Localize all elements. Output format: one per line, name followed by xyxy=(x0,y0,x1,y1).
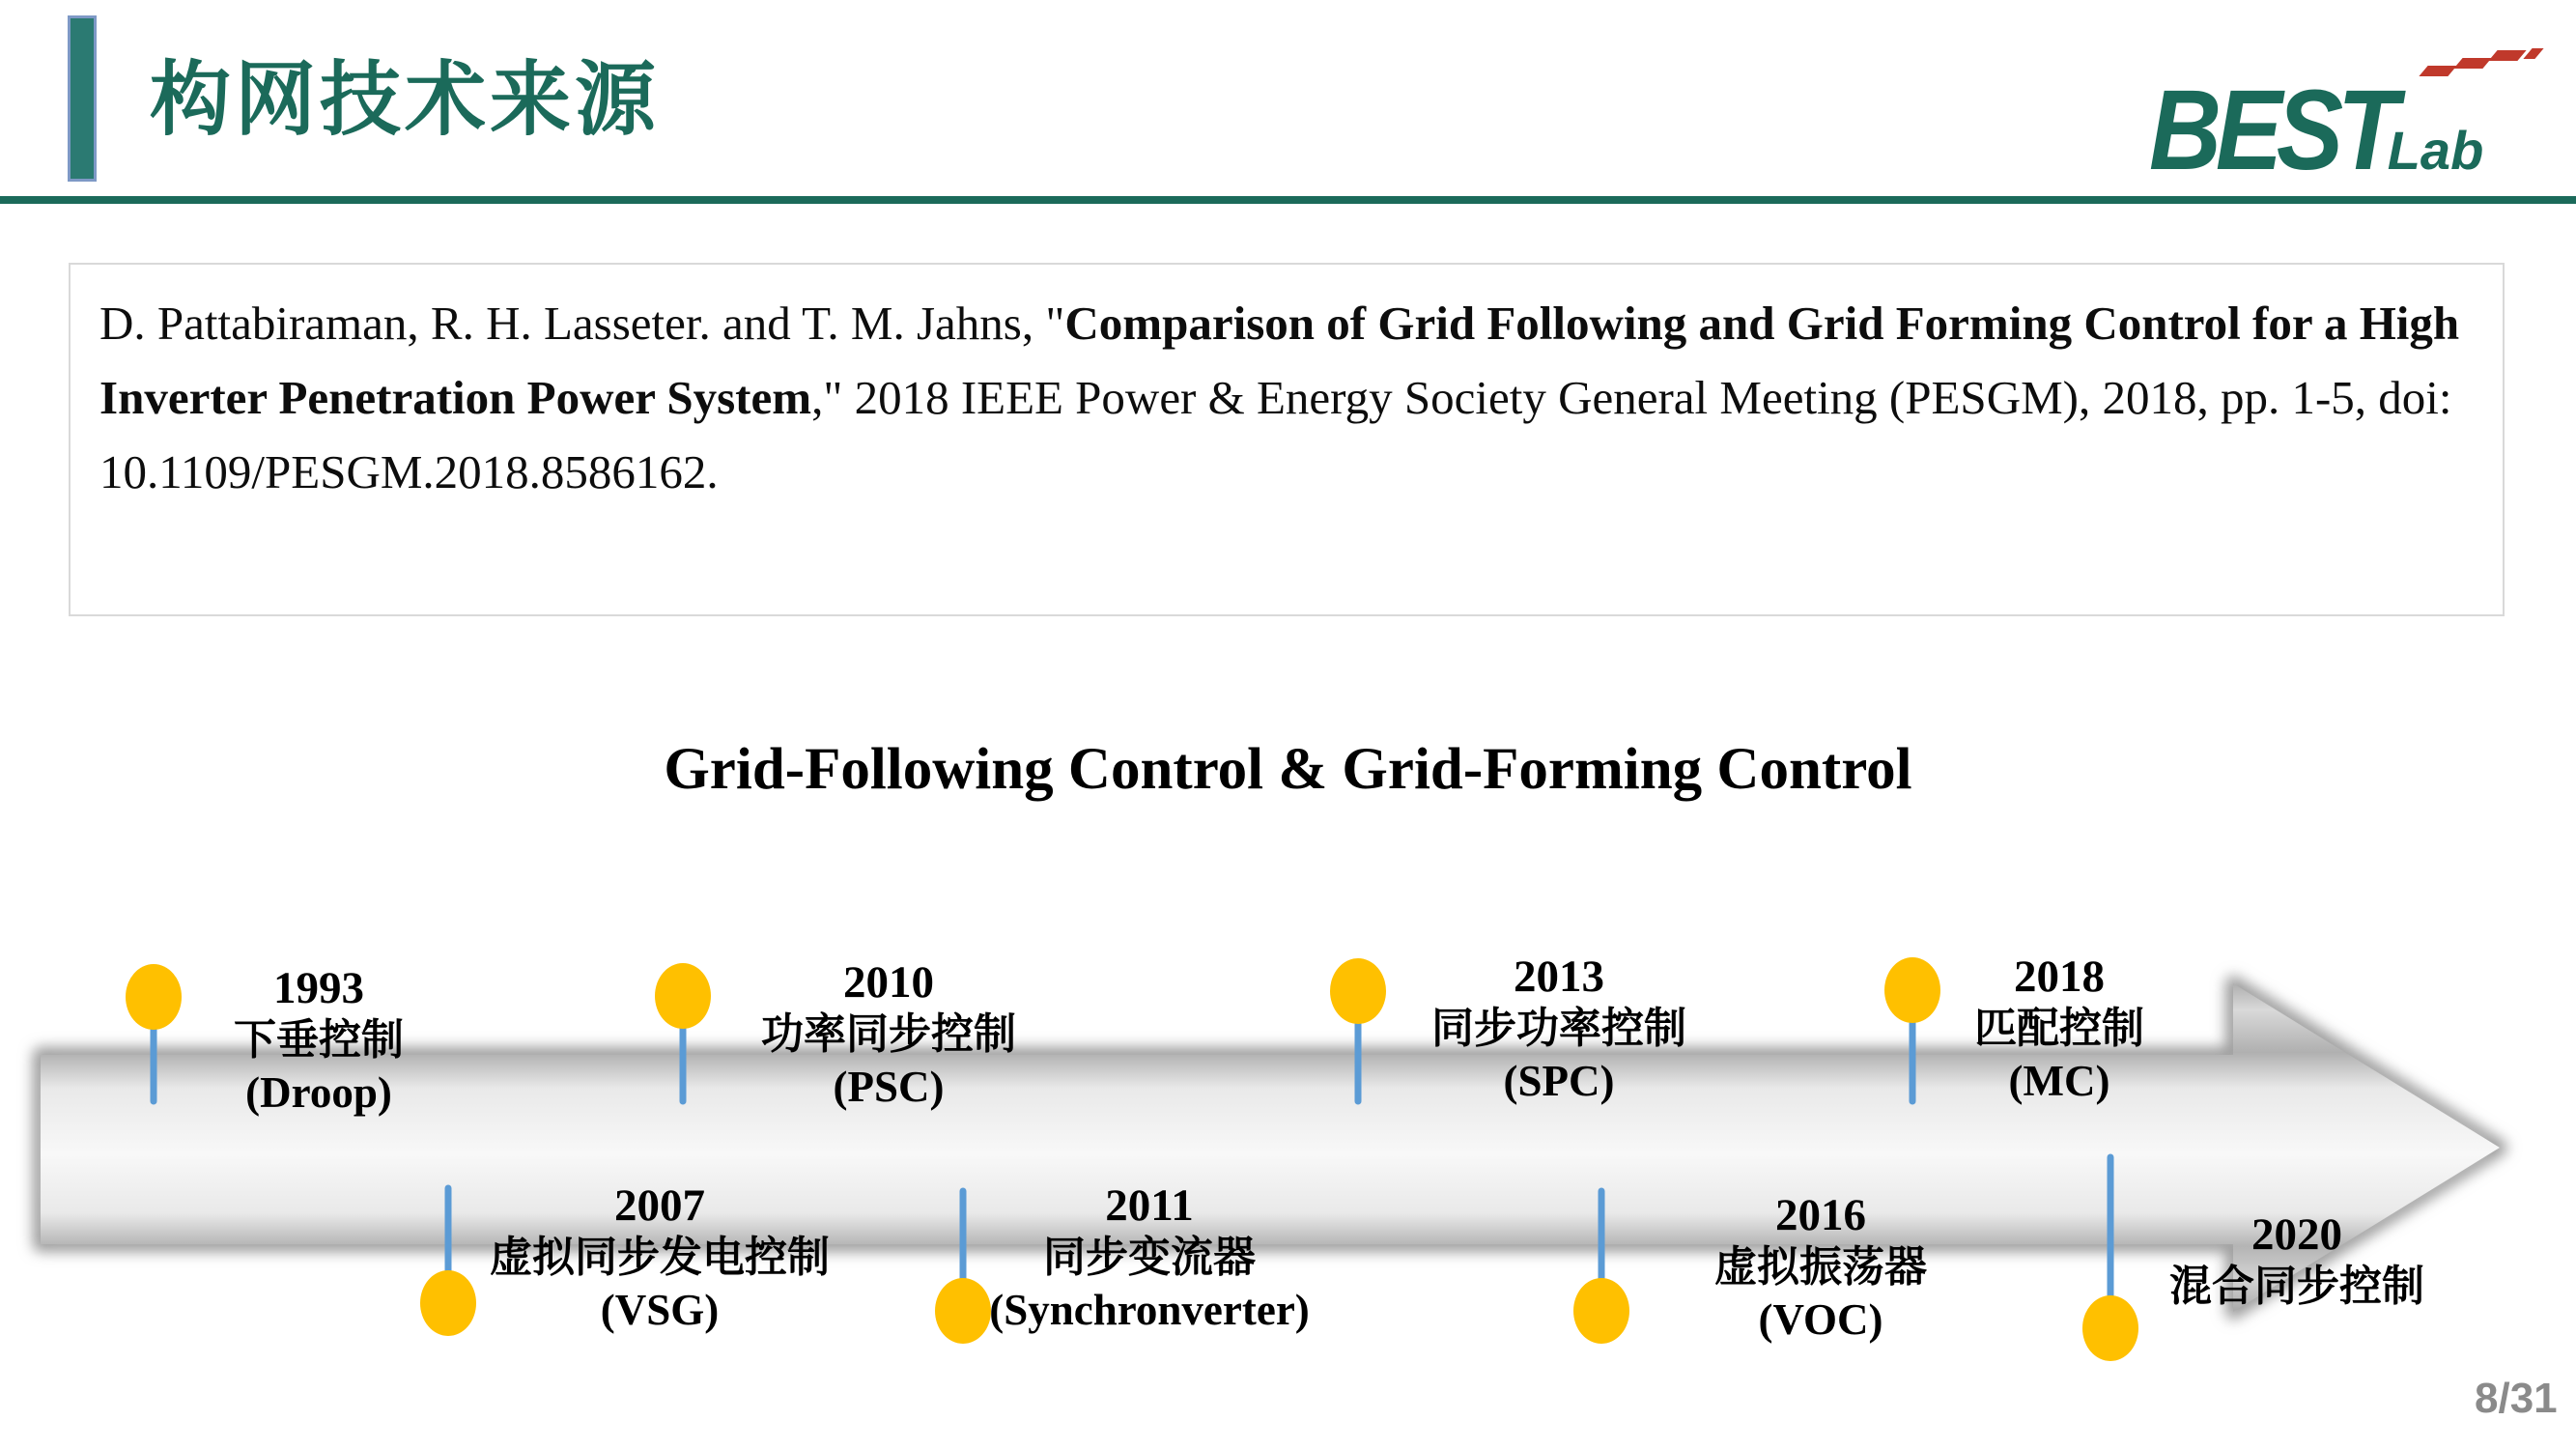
event-name: 虚拟同步发电控制 xyxy=(490,1234,830,1281)
timeline-marker-2016 xyxy=(1573,1278,1629,1344)
event-year: 2011 xyxy=(1105,1180,1194,1231)
event-name: 混合同步控制 xyxy=(2169,1263,2424,1310)
event-code: (SPC) xyxy=(1503,1057,1615,1105)
event-name: 匹配控制 xyxy=(1974,1005,2144,1052)
event-year: 2010 xyxy=(843,957,934,1008)
event-name: 同步功率控制 xyxy=(1431,1005,1686,1052)
event-code: (Droop) xyxy=(245,1068,392,1117)
timeline-arrow xyxy=(41,983,2500,1312)
event-code: (VOC) xyxy=(1758,1295,1883,1344)
timeline-marker-2010 xyxy=(655,963,711,1029)
citation-text-post: ," 2018 IEEE Power & Energy Society General Meeting (PESGM), 2018, pp. 1-5, doi: 10.1109/PESGM.2018.8586162. xyxy=(99,371,2452,498)
event-code: (PSC) xyxy=(833,1063,945,1111)
event-name: 虚拟振荡器 xyxy=(1714,1243,1927,1291)
event-code: (MC) xyxy=(2008,1057,2110,1105)
event-name: 下垂控制 xyxy=(234,1016,404,1064)
page-title: 构网技术来源 xyxy=(150,54,661,145)
event-year: 2020 xyxy=(2251,1209,2342,1260)
page-number: 8/31 xyxy=(2475,1375,2558,1422)
section-title: Grid-Following Control & Grid-Forming Control xyxy=(664,737,1912,802)
logo-best-text: BEST xyxy=(2149,67,2393,194)
event-code: (VSG) xyxy=(600,1286,720,1334)
logo-lab-text: Lab xyxy=(2387,120,2484,181)
event-name: 功率同步控制 xyxy=(761,1010,1016,1058)
event-year: 2013 xyxy=(1514,952,1604,1002)
event-year: 1993 xyxy=(273,963,364,1013)
event-name: 同步变流器 xyxy=(1043,1234,1256,1281)
event-year: 2007 xyxy=(614,1180,705,1231)
timeline-marker-2018 xyxy=(1884,957,1940,1023)
timeline-marker-2013 xyxy=(1330,958,1386,1024)
citation-text-pre: D. Pattabiraman, R. H. Lasseter. and T. M. Jahns, " xyxy=(99,297,1065,350)
event-year: 2016 xyxy=(1775,1190,1866,1240)
timeline-marker-2007 xyxy=(420,1270,476,1336)
timeline-marker-1993 xyxy=(126,964,182,1030)
event-code: (Synchronverter) xyxy=(989,1286,1310,1334)
citation-text-bold: Comparison of Grid Following and Grid Forming Control for a High Inverter Penetration Power System xyxy=(99,297,2460,424)
event-year: 2018 xyxy=(2014,952,2105,1002)
timeline-marker-2020 xyxy=(2082,1295,2138,1361)
timeline-marker-2011 xyxy=(935,1278,991,1344)
